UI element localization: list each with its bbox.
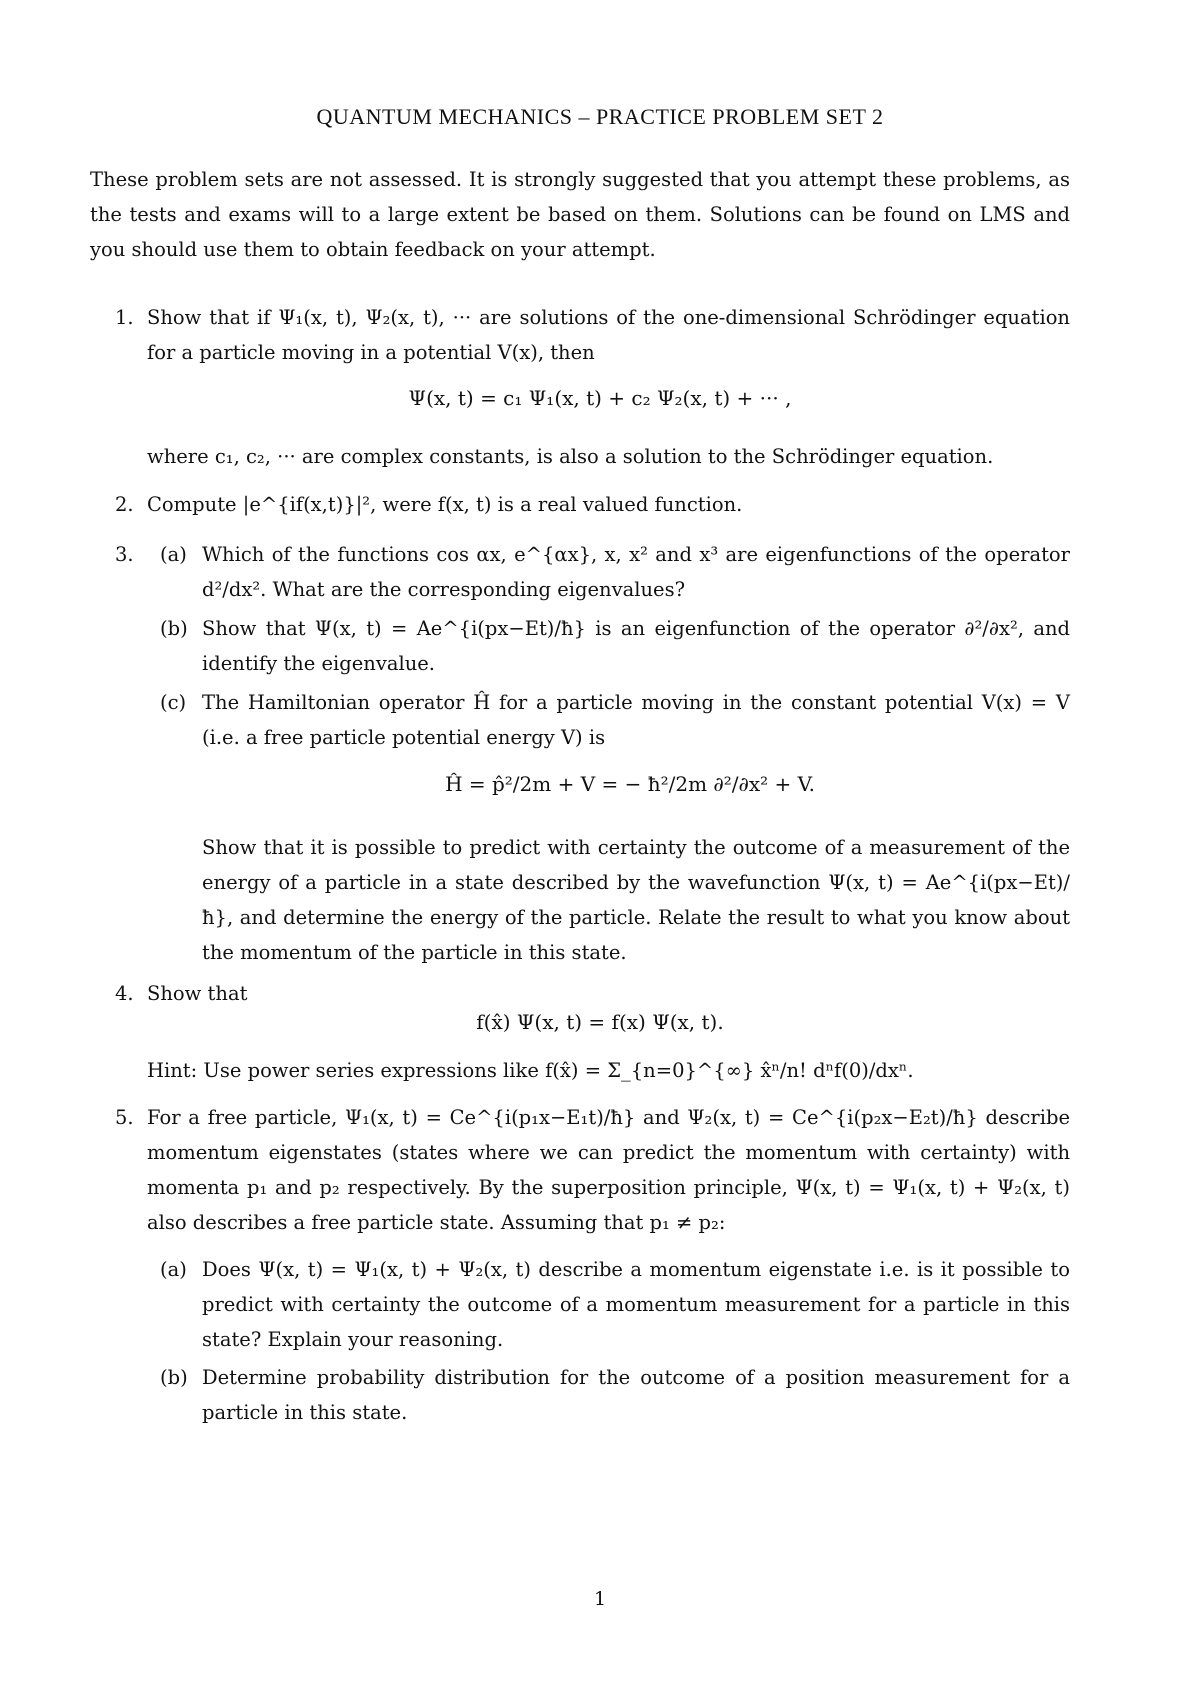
hamiltonian-equation: Ĥ = p̂²/2m + V = − ħ²/2m ∂²/∂x² + V. <box>445 772 815 796</box>
sub-text: The Hamiltonian operator Ĥ for a particle moving in the constant potential V(x) = V (i.e. a free particle potential energy V) is <box>202 691 1070 749</box>
sub-text: Determine probability distribution for the outcome of a position measurement for a particle in this state. <box>202 1366 1070 1424</box>
sub-label: (b) <box>160 1366 188 1389</box>
problem-text: Show that if Ψ₁(x, t), Ψ₂(x, t), ··· are solutions of the one-dimensional Schrödinger equation for a particle moving in a potential V(x), then <box>147 306 1070 364</box>
sub-text: Does Ψ(x, t) = Ψ₁(x, t) + Ψ₂(x, t) describe a momentum eigenstate i.e. is it possible to predict with certainty the outcome of a momentum measurement for a particle in this state? Explain your reasoning. <box>202 1258 1070 1351</box>
problem-number: 3. <box>115 543 134 566</box>
sub-label: (a) <box>160 1258 187 1281</box>
problem-1-after: where c₁, c₂, ··· are complex constants, is also a solution to the Schrödinger equation. <box>147 445 994 468</box>
problem-3c-after: Show that it is possible to predict with certainty the outcome of a measurement of the energy of a particle in a state described by the wavefunction Ψ(x, t) = Ae^{i(px−Et)/ħ}, and determine the energy of the particle. Relate the result to what you know about the momentum of the particle in this state. <box>202 836 1070 964</box>
problem-number: 5. <box>115 1106 134 1129</box>
problem-4-equation: f(x̂) Ψ(x, t) = f(x) Ψ(x, t). <box>476 1010 724 1034</box>
problem-number: 2. <box>115 493 134 516</box>
problem-number: 1. <box>115 306 134 329</box>
sub-text: Show that Ψ(x, t) = Ae^{i(px−Et)/ħ} is an eigenfunction of the operator ∂²/∂x², and identify the eigenvalue. <box>202 617 1070 675</box>
problem-text: For a free particle, Ψ₁(x, t) = Ce^{i(p₁x−E₁t)/ħ} and Ψ₂(x, t) = Ce^{i(p₂x−E₂t)/ħ} describe momentum eigenstates (states where we can predict the momentum with certainty) with momenta p₁ and p₂ respectively. By the superposition principle, Ψ(x, t) = Ψ₁(x, t) + Ψ₂(x, t) also describes a free particle state. Assuming that p₁ ≠ p₂: <box>147 1106 1070 1234</box>
page-title: QUANTUM MECHANICS – PRACTICE PROBLEM SET 2 <box>316 104 884 129</box>
problem-1-equation: Ψ(x, t) = c₁ Ψ₁(x, t) + c₂ Ψ₂(x, t) + ··· , <box>408 386 792 410</box>
problem-4-hint: Hint: Use power series expressions like f(x̂) = Σ_{n=0}^{∞} x̂ⁿ/n! dⁿf(0)/dxⁿ. <box>147 1059 914 1082</box>
intro-paragraph: These problem sets are not assessed. It is strongly suggested that you attempt these problems, as the tests and exams will to a large extent be based on them. Solutions can be found on LMS and you should use them to obtain feedback on your attempt. <box>90 168 1070 261</box>
problem-number: 4. <box>115 982 134 1005</box>
problem-text: Compute |e^{if(x,t)}|², were f(x, t) is a real valued function. <box>147 493 743 516</box>
sub-label: (b) <box>160 617 188 640</box>
page-number: 1 <box>593 1588 607 1610</box>
sub-label: (a) <box>160 543 187 566</box>
sub-text: Which of the functions cos αx, e^{αx}, x, x² and x³ are eigenfunctions of the operator d²/dx². What are the corresponding eigenvalues? <box>202 543 1070 601</box>
problem-text: Show that <box>147 982 248 1005</box>
sub-label: (c) <box>160 691 187 714</box>
